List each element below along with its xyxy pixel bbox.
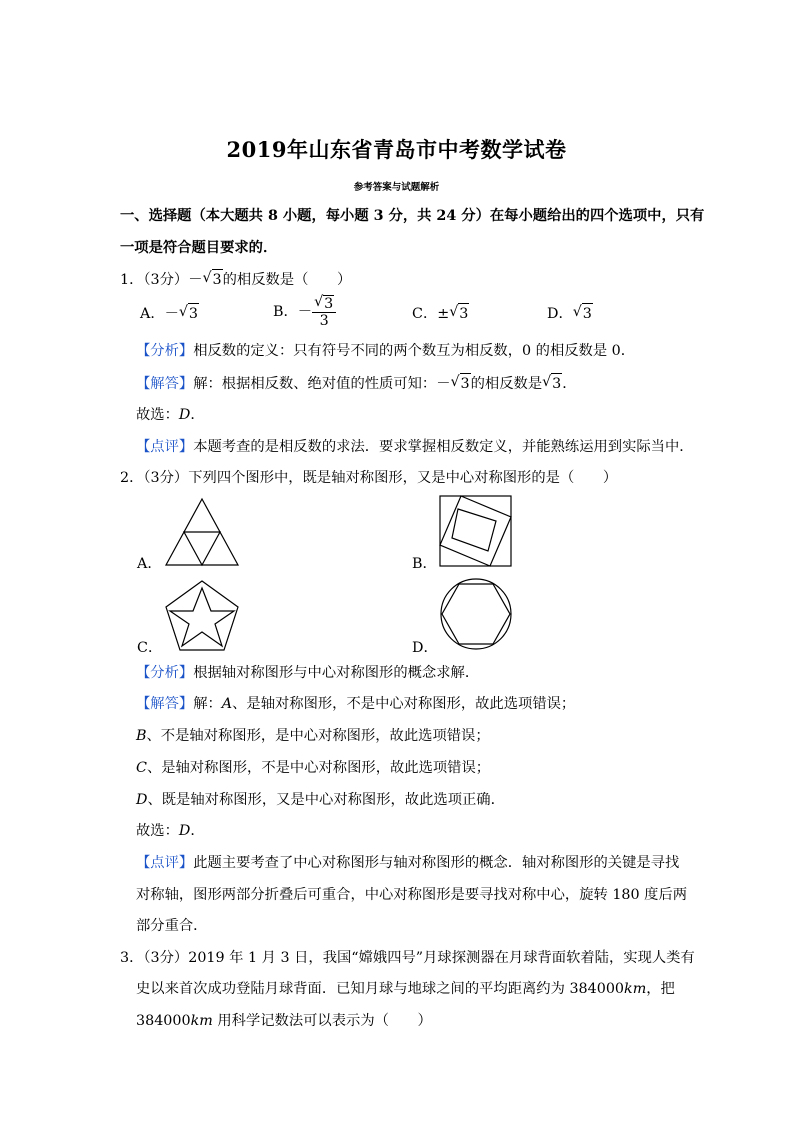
q1-suffix: 的相反数是（ ） [222, 272, 352, 288]
sqrt-symbol [314, 295, 334, 312]
q3-line2-end: ，把 [646, 981, 675, 997]
q2-comment-line2: 对称轴，图形两部分折叠后可重合，中心对称图形是要寻找对称中心，旋转 180 度后两 [136, 887, 688, 903]
q1-option-a [140, 303, 199, 324]
question-2-stem: 2．（3分）下列四个图形中，既是轴对称图形，又是中心对称图形的是（ ） [120, 470, 618, 486]
sqrt-symbol [542, 373, 562, 394]
q2-answer-d-line [136, 790, 505, 810]
question-3-line3 [136, 1011, 432, 1031]
question-1-stem [120, 269, 351, 290]
q2-analysis-text: 根据轴对称图形与中心对称图形的概念求解． [193, 665, 480, 681]
q2-answer-tag: 【解答】 [136, 696, 194, 712]
q1-option-b-den: 3 [319, 313, 329, 329]
q1-comment-text: 本题考查的是相反数的求法．要求掌握相反数定义，并能熟练运用到实际当中． [193, 439, 694, 455]
q1-answer-tag: 【解答】 [136, 376, 194, 392]
q1-option-d-radicand: 3 [582, 303, 593, 324]
q1-answer-rad2: 3 [551, 373, 562, 394]
q2-answer-d: 、既是轴对称图形，又是中心对称图形，故此选项正确． [147, 792, 505, 808]
q1-option-d [547, 303, 593, 324]
q3-line3-end: 用科学记数法可以表示为（ ） [212, 1013, 432, 1029]
q2-answer-b-letter: B [136, 728, 147, 744]
q2-choice-end: ． [190, 823, 205, 839]
q2-answer-d-letter: D [136, 792, 148, 808]
q2-answer-c-letter: C [136, 760, 147, 776]
q2-comment [136, 853, 679, 873]
q1-answer [136, 373, 577, 394]
section-heading-line1: 一、选择题（本大题共 8 小题，每小题 3 分，共 24 分）在每小题给出的四个选项中，只有 [120, 208, 705, 224]
q1-option-a-label: A．－ [140, 306, 179, 322]
section-heading-line2: 一项是符合题目要求的． [120, 240, 278, 256]
sqrt-symbol [449, 303, 469, 324]
sqrt-symbol [203, 269, 223, 290]
q2-label-b: B． [412, 556, 437, 572]
sqrt-symbol [179, 303, 199, 324]
page-title: 2019年山东省青岛市中考数学试卷 [226, 137, 567, 162]
q2-figure-d-hexagon-circle [437, 576, 515, 652]
q1-answer-rad1: 3 [460, 373, 471, 394]
page-subtitle: 参考答案与试题解析 [353, 182, 440, 193]
q1-choice-letter: D [178, 407, 191, 423]
q2-answer-b: 、不是轴对称图形，是中心对称图形，故此选项错误； [146, 728, 490, 744]
q1-choice [136, 405, 205, 425]
q3-line3-pre: 384000 [136, 1013, 191, 1029]
q2-comment-tag: 【点评】 [136, 855, 194, 871]
q1-option-c-label: C．± [412, 306, 450, 322]
q2-label-c: C． [137, 640, 163, 656]
sqrt-symbol [573, 303, 593, 324]
q2-answer-a: 、是轴对称图形，不是中心对称图形，故此选项错误； [232, 696, 576, 712]
q1-option-c-radicand: 3 [458, 303, 469, 324]
q2-label-a: A． [137, 556, 162, 572]
q1-option-c [412, 303, 469, 324]
q1-radicand: 3 [212, 269, 223, 290]
q1-answer-end: ． [562, 376, 577, 392]
q2-analysis [136, 663, 479, 683]
q1-option-b-fraction [312, 295, 336, 329]
q1-comment [136, 437, 694, 457]
q3-line2-unit: km [624, 981, 647, 997]
q2-choice [136, 821, 205, 841]
question-3-line2 [136, 979, 675, 999]
q1-analysis-tag: 【分析】 [136, 343, 194, 359]
question-3-line1: 3．（3分）2019 年 1 月 3 日，我国“嫦娥四号”月球探测器在月球背面软着陆，实现人类有 [120, 950, 695, 966]
q1-analysis [136, 341, 635, 361]
q2-figure-a-triangle [164, 496, 240, 568]
q1-option-b [273, 295, 336, 329]
q2-choice-letter: D [178, 823, 191, 839]
q2-figure-b-square [438, 494, 514, 568]
q2-analysis-tag: 【分析】 [136, 665, 194, 681]
q2-choice-pre: 故选： [136, 823, 179, 839]
q2-answer-c: 、是轴对称图形，不是中心对称图形，故此选项错误； [146, 760, 491, 776]
q2-answer-a-letter: A [221, 696, 233, 712]
q1-analysis-text: 相反数的定义：只有符号不同的两个数互为相反数，0 的相反数是 0． [193, 343, 636, 359]
q2-answer [136, 694, 575, 714]
q1-answer-mid: 的相反数是 [470, 376, 543, 392]
q1-choice-pre: 故选： [136, 407, 179, 423]
q2-answer-b-line [136, 726, 490, 746]
q2-answer-pre: 解： [193, 696, 222, 712]
q1-option-d-label: D． [547, 306, 573, 322]
q2-comment-text-1: 此题主要考查了中心对称图形与轴对称图形的概念．轴对称图形的关键是寻找 [193, 855, 680, 871]
q1-option-a-radicand: 3 [188, 303, 199, 324]
q2-label-d: D． [412, 640, 438, 656]
q3-line2-pre: 史以来首次成功登陆月球背面．已知月球与地球之间的平均距离约为 384000 [136, 981, 625, 997]
q1-answer-pre: 解：根据相反数、绝对值的性质可知：－ [193, 376, 451, 392]
q1-comment-tag: 【点评】 [136, 439, 194, 455]
q1-option-b-num: 3 [324, 296, 334, 312]
q1-option-b-label: B．－ [273, 304, 313, 320]
q2-answer-c-line [136, 758, 490, 778]
q1-choice-end: ． [190, 407, 205, 423]
q2-figure-c-star-pentagon [162, 578, 242, 654]
q2-comment-line3: 部分重合． [136, 918, 208, 934]
sqrt-symbol [451, 373, 471, 394]
q3-line3-unit: km [190, 1013, 213, 1029]
q1-prefix: 1．（3分）－ [120, 272, 203, 288]
